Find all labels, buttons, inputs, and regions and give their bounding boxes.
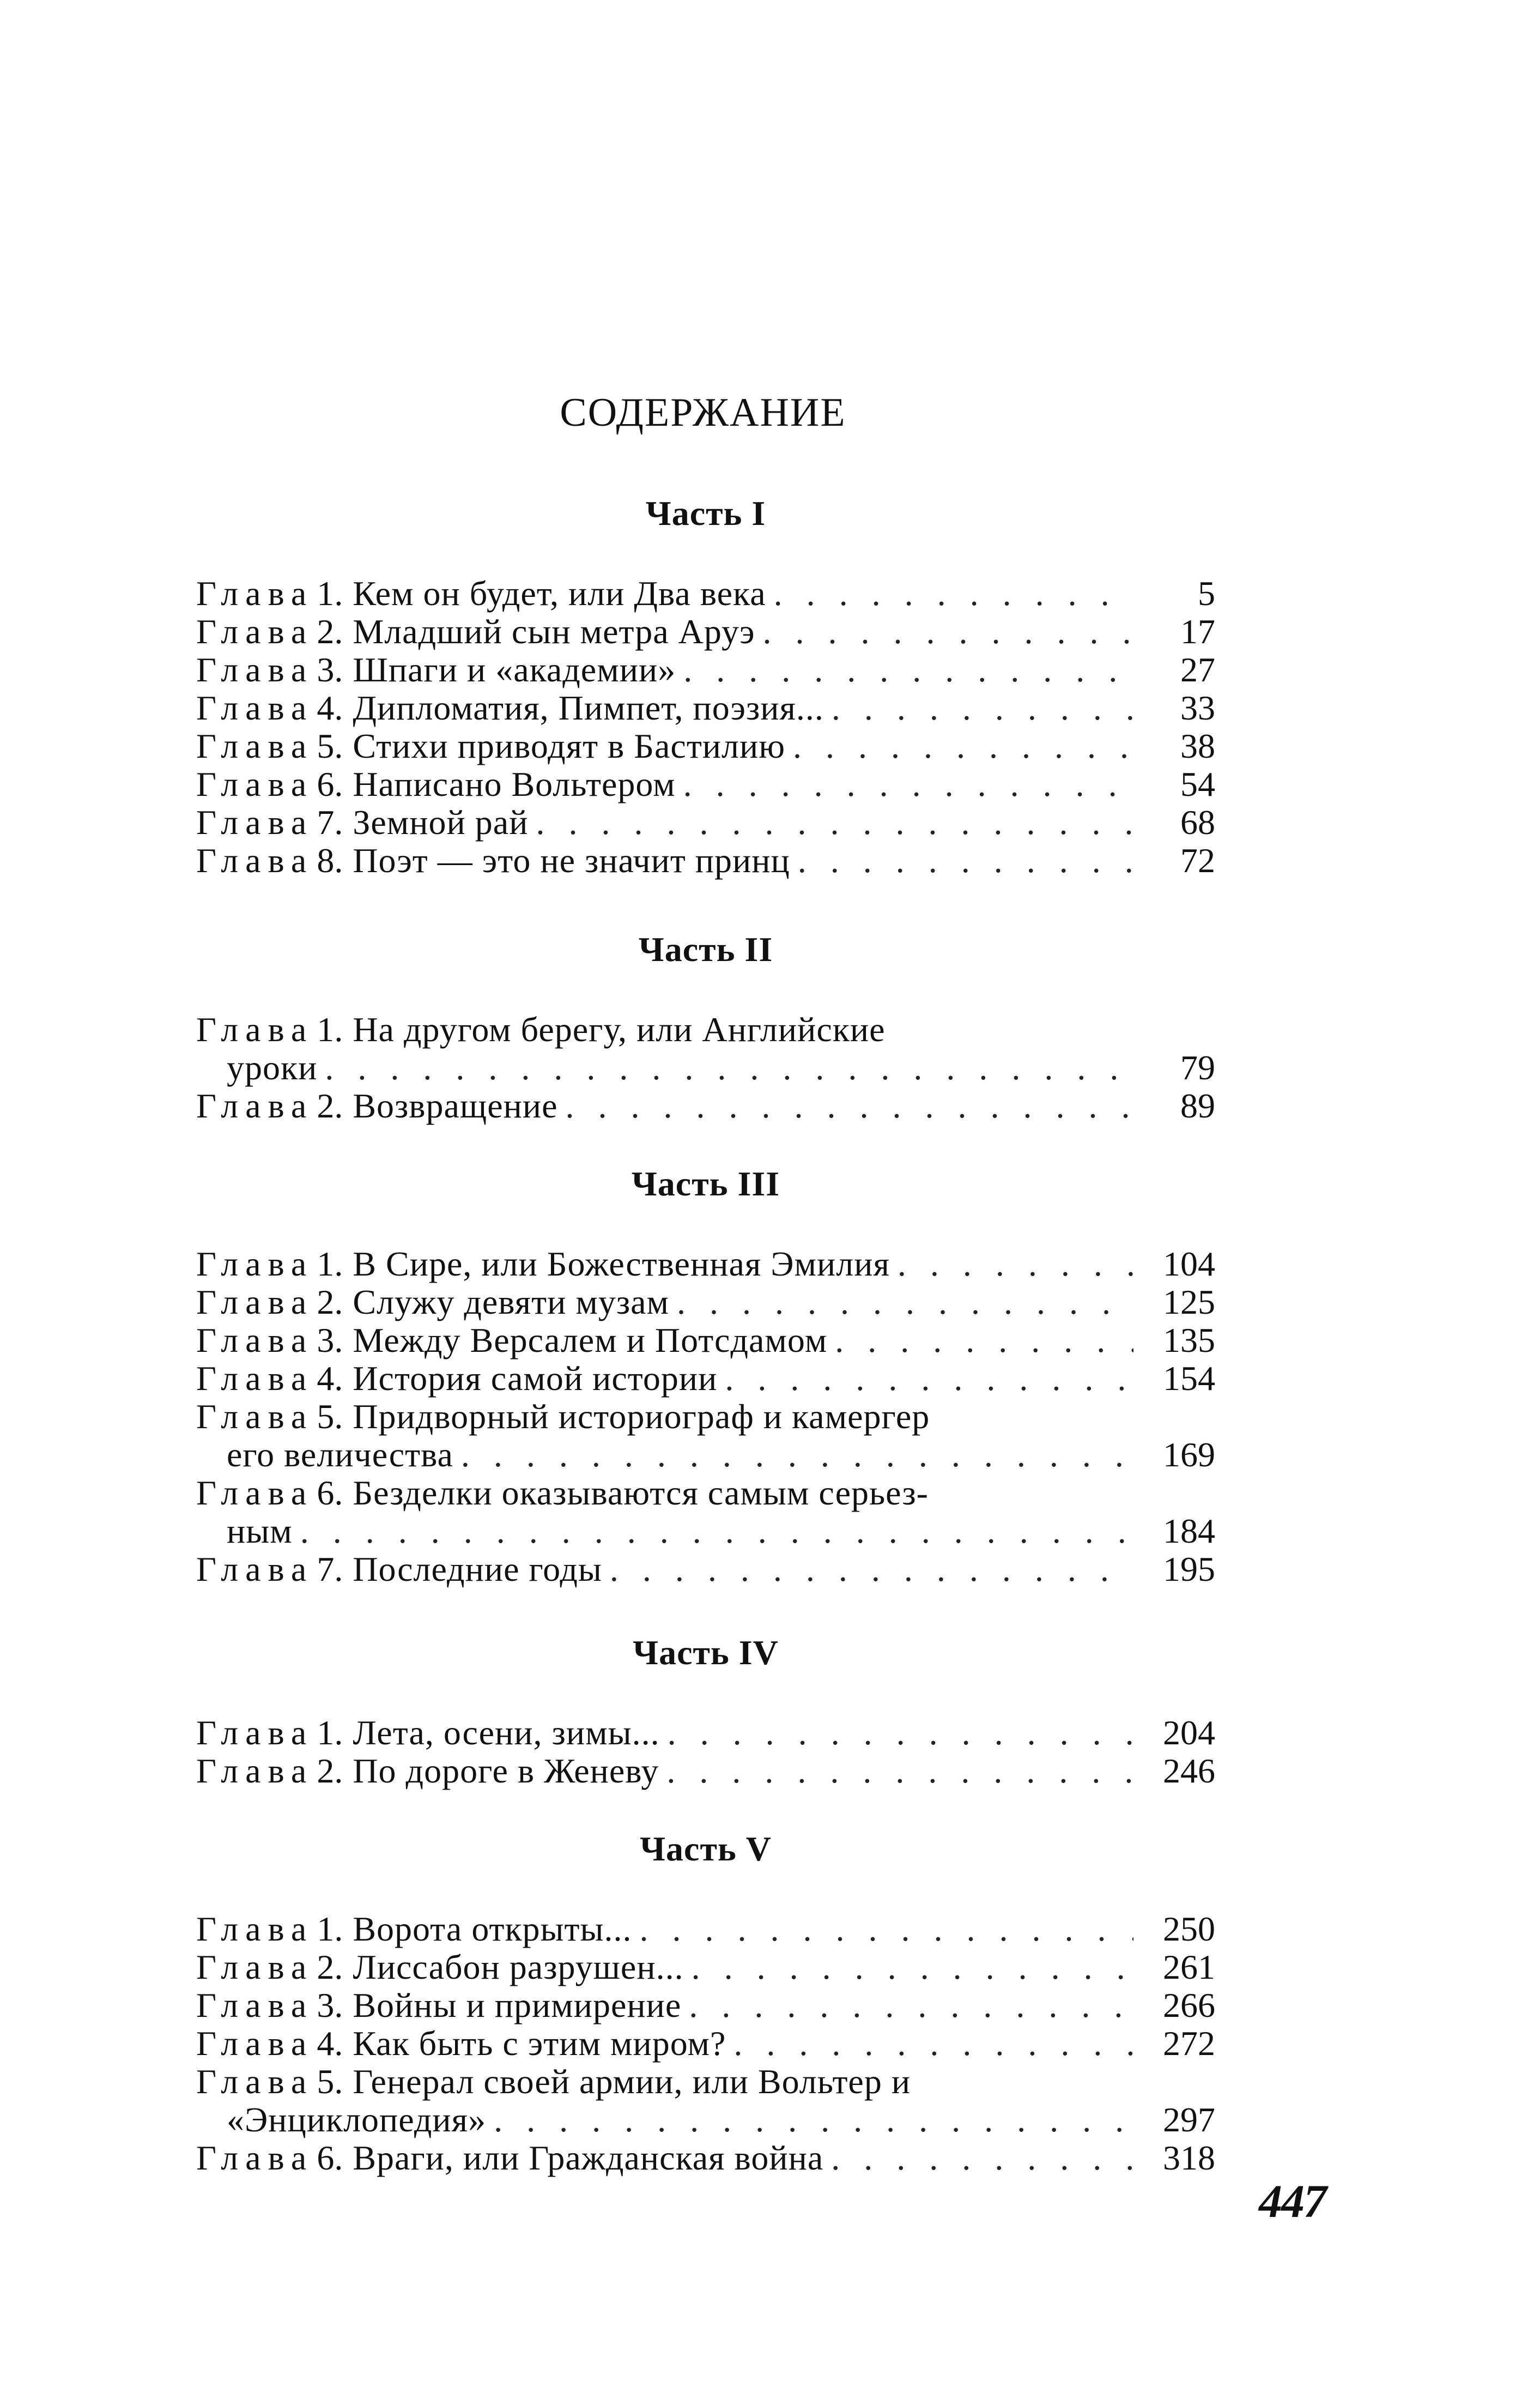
page-number: 154 <box>1163 1359 1215 1398</box>
page-number: 184 <box>1163 1512 1215 1550</box>
chapter-title: По дороге в Женеву <box>353 1751 659 1790</box>
part-heading: Часть II <box>638 930 773 969</box>
page-number: 5 <box>1198 574 1215 613</box>
chapter-title: Безделки оказываются самым серьез- <box>353 1473 929 1512</box>
leader-dots <box>798 842 1133 880</box>
chapter-number: 5. <box>317 727 343 765</box>
page-number: 261 <box>1163 1948 1215 1986</box>
chapter-label: Глава <box>196 1283 314 1321</box>
part-1 <box>196 496 1215 880</box>
part-5 <box>196 1829 1215 2177</box>
page-folio: 447 <box>1259 2175 1326 2227</box>
leader-dots <box>461 1436 1133 1474</box>
leader-dots <box>898 1245 1133 1283</box>
toc-entry <box>196 2025 1215 2063</box>
chapter-number: 1. <box>317 574 343 613</box>
leader-dots <box>640 1910 1134 1948</box>
chapter-title: Написано Вольтером <box>353 765 676 803</box>
toc-entry <box>196 1948 1215 1986</box>
chapter-title-continued: его величества <box>227 1435 453 1474</box>
leader-dots <box>774 575 1133 613</box>
chapter-title: Лиссабон разрушен... <box>353 1948 684 1986</box>
chapter-title: Придворный историограф и камергер <box>353 1397 930 1436</box>
page-number: 246 <box>1163 1751 1215 1790</box>
toc-entry <box>196 803 1215 842</box>
chapter-number: 7. <box>317 803 343 842</box>
page-number: 89 <box>1180 1086 1215 1125</box>
chapter-label: Глава <box>196 1948 314 1986</box>
page-number: 27 <box>1180 650 1215 689</box>
chapter-title: Земной рай <box>353 803 529 842</box>
page-number: 204 <box>1163 1713 1215 1752</box>
chapter-label: Глава <box>196 612 314 651</box>
chapter-title: Генерал своей армии, или Вольтер и <box>353 2062 911 2101</box>
toc-entry <box>196 1986 1215 2025</box>
toc-entry <box>196 1359 1215 1398</box>
chapter-title: В Сире, или Божественная Эмилия <box>353 1244 890 1283</box>
chapter-title-continued: ным <box>227 1512 293 1550</box>
chapter-title: Последние годы <box>353 1550 602 1588</box>
chapter-title: Поэт — это не значит принц <box>353 841 790 880</box>
toc-entry <box>196 689 1215 727</box>
chapter-label: Глава <box>196 2062 314 2101</box>
page-number: 79 <box>1180 1048 1215 1087</box>
chapter-number: 1. <box>317 1909 343 1948</box>
chapter-number: 2. <box>317 1086 343 1125</box>
leader-dots <box>610 1550 1133 1588</box>
chapter-label: Глава <box>196 1751 314 1790</box>
chapter-title-continued: уроки <box>227 1048 318 1087</box>
leader-dots <box>666 1752 1133 1790</box>
toc-entry <box>196 727 1215 765</box>
leader-dots <box>835 1321 1133 1359</box>
leader-dots <box>689 1986 1133 2025</box>
chapter-number: 5. <box>317 1397 343 1436</box>
chapter-label: Глава <box>196 727 314 765</box>
chapter-title: Ворота открыты... <box>353 1909 632 1948</box>
chapter-title: Шпаги и «академии» <box>353 650 676 689</box>
leader-dots <box>831 2139 1133 2177</box>
toc-entry <box>196 575 1215 613</box>
page-number: 272 <box>1163 2024 1215 2063</box>
chapter-title: Враги, или Гражданская война <box>353 2138 824 2177</box>
chapter-title: Возвращение <box>353 1086 558 1125</box>
chapter-title: Младший сын метра Аруэ <box>353 612 755 651</box>
toc-title: СОДЕРЖАНИЕ <box>560 390 846 435</box>
chapter-number: 3. <box>317 1321 343 1359</box>
page-number: 104 <box>1163 1244 1215 1283</box>
part-heading: Часть IV <box>633 1633 779 1672</box>
toc-entry <box>196 1398 1215 1474</box>
toc-entry <box>196 1714 1215 1752</box>
chapter-label: Глава <box>196 1321 314 1359</box>
toc-entry <box>196 1245 1215 1283</box>
chapter-number: 2. <box>317 1751 343 1790</box>
chapter-number: 4. <box>317 688 343 727</box>
page-number: 250 <box>1163 1909 1215 1948</box>
chapter-label: Глава <box>196 765 314 803</box>
leader-dots <box>683 651 1133 689</box>
page-number: 33 <box>1180 688 1215 727</box>
chapter-title: Кем он будет, или Два века <box>353 574 766 613</box>
leader-dots <box>733 2025 1133 2063</box>
chapter-number: 6. <box>317 2138 343 2177</box>
toc-entry <box>196 1011 1215 1087</box>
chapter-label: Глава <box>196 1359 314 1398</box>
leader-dots <box>683 765 1133 803</box>
leader-dots <box>677 1283 1133 1321</box>
chapter-number: 2. <box>317 1283 343 1321</box>
chapter-number: 8. <box>317 841 343 880</box>
chapter-label: Глава <box>196 1909 314 1948</box>
chapter-title: Как быть с этим миром? <box>353 2024 726 2063</box>
chapter-label: Глава <box>196 1397 314 1436</box>
part-2 <box>196 932 1215 1125</box>
toc-entry <box>196 842 1215 880</box>
chapter-number: 2. <box>317 612 343 651</box>
chapter-number: 1. <box>317 1010 343 1049</box>
page-number: 17 <box>1180 612 1215 651</box>
chapter-label: Глава <box>196 2138 314 2177</box>
page-number: 68 <box>1180 803 1215 842</box>
page-number: 169 <box>1163 1435 1215 1474</box>
toc-entry <box>196 651 1215 689</box>
page-number: 318 <box>1163 2138 1215 2177</box>
toc-entry <box>196 1474 1215 1550</box>
chapter-number: 3. <box>317 650 343 689</box>
toc-entry <box>196 1283 1215 1321</box>
leader-dots <box>668 1714 1133 1752</box>
chapter-number: 4. <box>317 1359 343 1398</box>
part-heading: Часть V <box>640 1829 772 1868</box>
leader-dots <box>300 1512 1133 1550</box>
toc-entry <box>196 1087 1215 1125</box>
chapter-label: Глава <box>196 1550 314 1588</box>
page-number: 135 <box>1163 1321 1215 1359</box>
chapter-title: Служу девяти музам <box>353 1283 669 1321</box>
chapter-number: 7. <box>317 1550 343 1588</box>
leader-dots <box>325 1049 1133 1087</box>
chapter-title: Между Версалем и Потсдамом <box>353 1321 828 1359</box>
chapter-label: Глава <box>196 1010 314 1049</box>
chapter-label: Глава <box>196 650 314 689</box>
page-number: 195 <box>1163 1550 1215 1588</box>
toc-entry <box>196 2139 1215 2177</box>
leader-dots <box>692 1948 1133 1986</box>
part-4 <box>196 1635 1215 1790</box>
toc-entry <box>196 1752 1215 1790</box>
chapter-label: Глава <box>196 1473 314 1512</box>
chapter-number: 6. <box>317 765 343 803</box>
part-heading: Часть III <box>631 1164 780 1203</box>
leader-dots <box>725 1359 1133 1398</box>
part-3 <box>196 1164 1215 1588</box>
leader-dots <box>762 613 1133 651</box>
chapter-title: Войны и примирение <box>353 1986 682 2025</box>
page-number: 38 <box>1180 727 1215 765</box>
page-number: 297 <box>1163 2100 1215 2139</box>
chapter-label: Глава <box>196 574 314 613</box>
chapter-number: 4. <box>317 2024 343 2063</box>
toc-entry <box>196 2063 1215 2139</box>
chapter-title: Дипломатия, Пимпет, поэзия... <box>353 688 824 727</box>
toc-entry <box>196 765 1215 803</box>
chapter-title: Лета, осени, зимы... <box>353 1713 660 1752</box>
chapter-label: Глава <box>196 2024 314 2063</box>
page-number: 54 <box>1180 765 1215 803</box>
chapter-label: Глава <box>196 803 314 842</box>
chapter-title: На другом берегу, или Английские <box>353 1010 886 1049</box>
toc-entry <box>196 613 1215 651</box>
chapter-title: История самой истории <box>353 1359 718 1398</box>
toc-entry <box>196 1550 1215 1588</box>
chapter-title-continued: «Энциклопедия» <box>227 2100 487 2139</box>
chapter-number: 6. <box>317 1473 343 1512</box>
chapter-number: 5. <box>317 2062 343 2101</box>
chapter-number: 1. <box>317 1244 343 1283</box>
chapter-label: Глава <box>196 688 314 727</box>
page-number: 72 <box>1180 841 1215 880</box>
leader-dots <box>494 2101 1133 2139</box>
chapter-label: Глава <box>196 1244 314 1283</box>
chapter-label: Глава <box>196 1986 314 2025</box>
page-number: 125 <box>1163 1283 1215 1321</box>
leader-dots <box>832 689 1133 727</box>
chapter-number: 3. <box>317 1986 343 2025</box>
chapter-number: 2. <box>317 1948 343 1986</box>
leader-dots <box>793 727 1133 765</box>
page-number: 266 <box>1163 1986 1215 2025</box>
chapter-label: Глава <box>196 1713 314 1752</box>
toc-entry <box>196 1321 1215 1359</box>
chapter-title: Стихи приводят в Бастилию <box>353 727 786 765</box>
leader-dots <box>566 1087 1134 1125</box>
chapter-label: Глава <box>196 841 314 880</box>
chapter-number: 1. <box>317 1713 343 1752</box>
part-heading: Часть I <box>645 494 766 533</box>
leader-dots <box>536 803 1133 842</box>
chapter-label: Глава <box>196 1086 314 1125</box>
toc-entry <box>196 1910 1215 1948</box>
